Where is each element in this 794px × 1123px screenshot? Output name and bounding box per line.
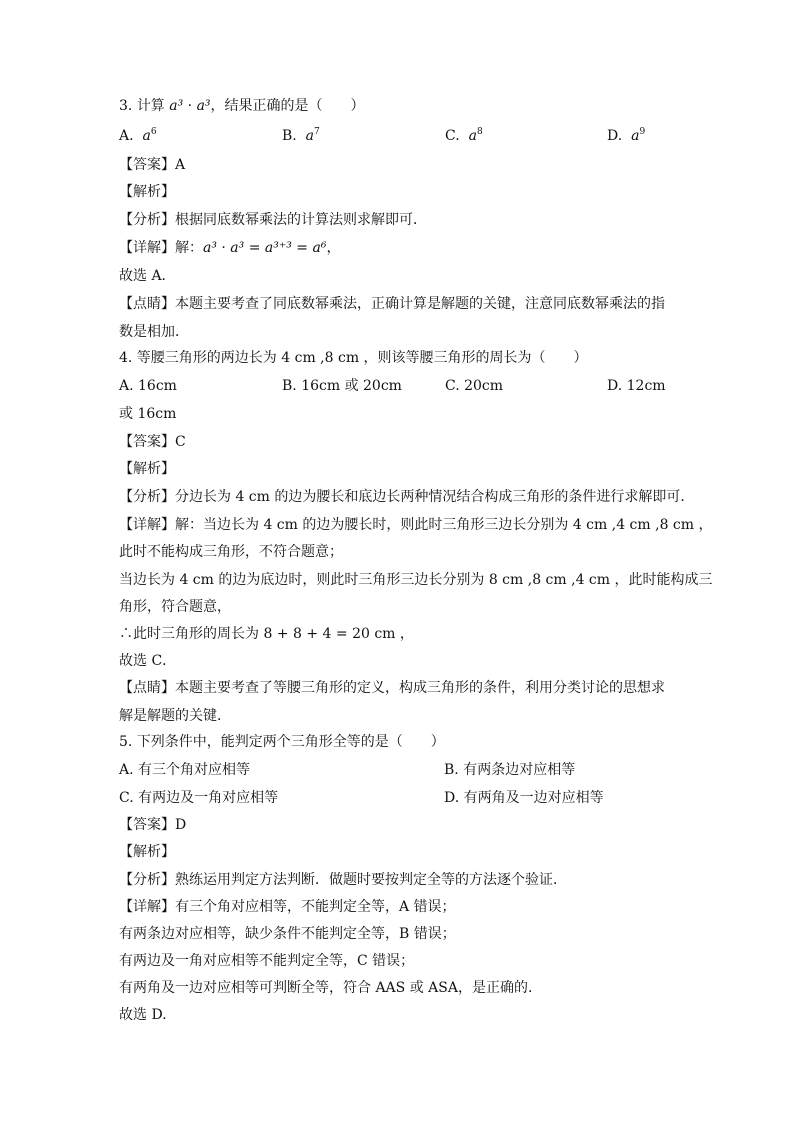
q3-option-b: B. $a^7$ bbox=[282, 127, 320, 144]
q5-option-a: A. 有三个角对应相等 bbox=[119, 762, 251, 778]
q4-option-c: C. 20cm bbox=[445, 378, 504, 394]
q5-answer: 【答案】D bbox=[119, 817, 187, 833]
q4-dianjing-line2: 解是解题的关键． bbox=[119, 708, 231, 724]
q4-option-b: B. 16cm 或 20cm bbox=[282, 378, 402, 394]
q3-stem-text-a: 计算 bbox=[136, 98, 165, 114]
q5-stem: 5. 下列条件中，能判定两个三角形全等的是（ ） bbox=[119, 734, 445, 750]
q4-option-d-wrap: 或 16cm bbox=[119, 406, 177, 422]
q5-fenxi: 【分析】熟练运用判定方法判断．做题时要按判定全等的方法逐个验证． bbox=[119, 872, 567, 888]
q3-xiangjie-math: a³ · a³ = a³⁺³ = a⁶ bbox=[203, 240, 327, 256]
q3-option-c: C. $a^8$ bbox=[445, 127, 483, 144]
q3-stem-math: a³ · a³ bbox=[169, 98, 211, 114]
q3-dianjing-line2: 数是相加． bbox=[119, 324, 189, 340]
q4-xiangjie-line3: 当边长为 4 cm 的边为底边时，则此时三角形三边长分别为 8 cm ,8 cm ,4 cm ，此时能构成三 bbox=[119, 572, 713, 588]
q3-option-d: D. $a^9$ bbox=[607, 127, 646, 144]
q4-stem: 4. 等腰三角形的两边长为 4 cm ,8 cm ，则该等腰三角形的周长为（ ） bbox=[119, 350, 588, 366]
q3-fenxi: 【分析】根据同底数幂乘法的计算法则求解即可． bbox=[119, 212, 427, 228]
q4-xiangjie-line5: ∴此时三角形的周长为 8 + 8 + 4 = 20 cm ， bbox=[119, 626, 414, 642]
q3-conclusion: 故选 A． bbox=[119, 268, 176, 284]
q4-option-a: A. 16cm bbox=[119, 378, 177, 394]
q4-conclusion: 故选 C． bbox=[119, 653, 177, 669]
q4-xiangjie-line1: 【详解】解：当边长为 4 cm 的边为腰长时，则此时三角形三边长分别为 4 cm ,4 cm ,8 cm ， bbox=[119, 517, 713, 533]
q4-option-d: D. 12cm bbox=[607, 378, 666, 394]
q4-dianjing-line1: 【点睛】本题主要考查了等腰三角形的定义，构成三角形的条件，利用分类讨论的思想求 bbox=[119, 680, 665, 696]
q5-xiangjie-line2: 有两条边对应相等，缺少条件不能判定全等，B 错误； bbox=[119, 926, 456, 942]
q3-stem-text-b: ，结果正确的是（ ） bbox=[210, 98, 365, 114]
q4-xiangjie-line4: 角形，符合题意， bbox=[119, 599, 231, 615]
q5-conclusion: 故选 D. bbox=[119, 1007, 167, 1023]
q4-xiangjie-line2: 此时不能构成三角形，不符合题意； bbox=[119, 544, 343, 560]
q5-xiangjie-line1: 【详解】有三个角对应相等，不能判定全等，A 错误； bbox=[119, 899, 456, 915]
q3-dianjing-line1: 【点睛】本题主要考查了同底数幂乘法，正确计算是解题的关键，注意同底数幂乘法的指 bbox=[119, 296, 665, 312]
q5-xiangjie-line4: 有两角及一边对应相等可判断全等，符合 AAS 或 ASA，是正确的. bbox=[119, 980, 533, 996]
q4-analysis-heading: 【解析】 bbox=[119, 461, 175, 477]
q5-analysis-heading: 【解析】 bbox=[119, 844, 175, 860]
q3-analysis-heading: 【解析】 bbox=[119, 184, 175, 200]
q3-option-a: A. $a^6$ bbox=[119, 127, 157, 144]
q5-option-c: C. 有两边及一角对应相等 bbox=[119, 790, 279, 806]
q5-option-b: B. 有两条边对应相等 bbox=[444, 762, 576, 778]
q3-xiangjie: 【详解】解：a³ · a³ = a³⁺³ = a⁶， bbox=[119, 240, 341, 256]
q4-answer: 【答案】C bbox=[119, 434, 186, 450]
q3-number: 3. bbox=[119, 98, 133, 114]
q5-xiangjie-line3: 有两边及一角对应相等不能判定全等，C 错误； bbox=[119, 953, 415, 969]
q4-fenxi: 【分析】分边长为 4 cm 的边为腰长和底边长两种情况结合构成三角形的条件进行求解即可． bbox=[119, 489, 695, 505]
q3-stem bbox=[119, 96, 365, 116]
q3-answer: 【答案】A bbox=[119, 157, 186, 173]
q5-option-d: D. 有两角及一边对应相等 bbox=[444, 790, 604, 806]
